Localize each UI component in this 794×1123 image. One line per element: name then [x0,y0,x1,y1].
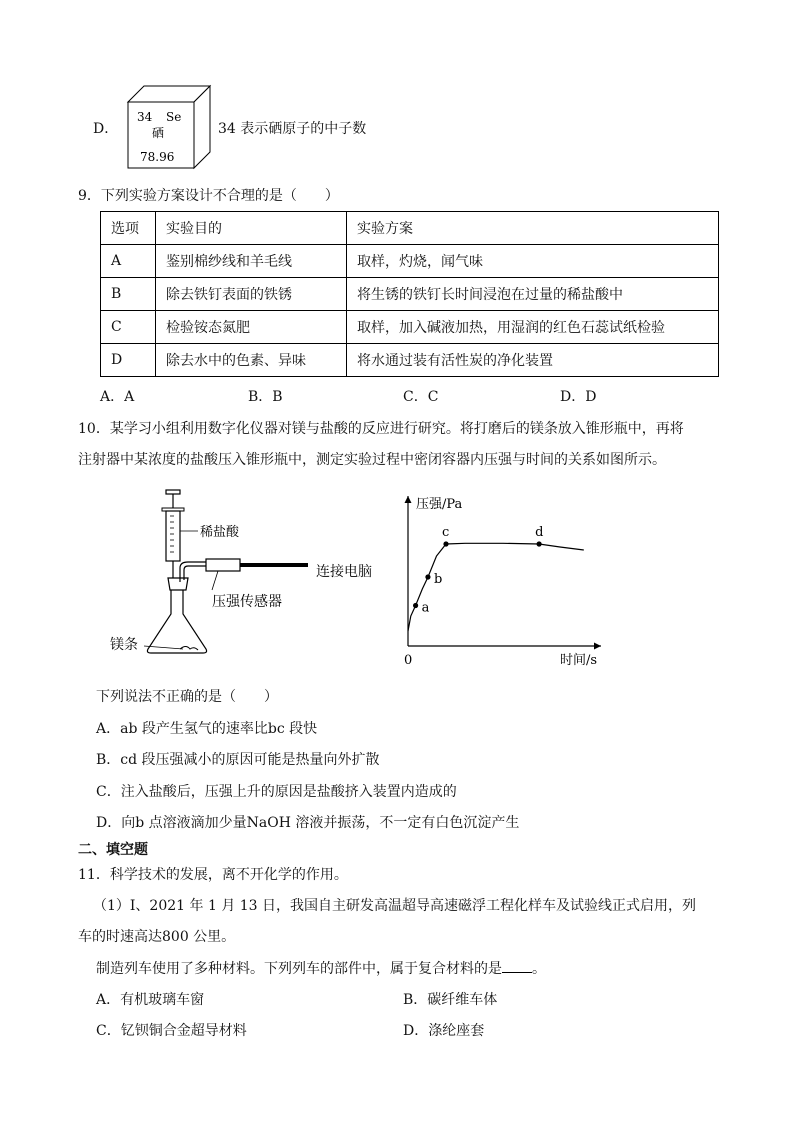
table-cell: B [101,278,156,311]
element-symbol: Se [166,110,182,124]
table-header-row [101,212,719,245]
q11-option-c: C．钇钡铜合金超导材料 [96,1023,247,1039]
table-cell: 检验铵态氮肥 [156,311,347,344]
pressure-curve [408,543,584,631]
table-cell: 除去铁钉表面的铁锈 [156,278,347,311]
header-cell: 实验目的 [156,212,347,245]
selenium-element-box [124,82,214,170]
section-title: 二、填空题 [78,842,148,858]
table-row [101,278,719,311]
table-row [101,245,719,278]
point-label-c: c [442,525,450,540]
table-cell: 鉴别棉纱线和羊毛线 [156,245,347,278]
point-label-a: a [421,600,430,616]
element-name: 硒 [152,126,165,140]
experiment-apparatus-diagram [108,486,388,666]
q11-part1-line1: （1）Ⅰ、2021 年 1 月 13 日，我国自主研发高温超导高速磁浮工程化样车及试验线正式启用，列 [93,898,697,914]
q11-option-d: D．涤纶座套 [403,1023,485,1039]
table-row [101,344,719,377]
answer-blank[interactable] [502,960,532,973]
q10-option-a: A．ab 段产生氢气的速率比bc 段快 [96,721,318,737]
table-cell: 将水通过装有活性炭的净化装置 [347,344,719,377]
label-acid: 稀盐酸 [200,525,240,540]
point-label-d: d [535,525,544,540]
q11-stem: 11．科学技术的发展，离不开化学的作用。 [78,867,348,883]
table-cell: D [101,344,156,377]
q10-option-b: B．cd 段压强减小的原因可能是热量向外扩散 [96,752,380,768]
table-cell: A [101,245,156,278]
q11-question-end: 。 [532,961,546,977]
stopper-icon [168,578,188,590]
q10-question: 下列说法不正确的是（ ） [96,689,278,705]
q9-option-c: C．C [403,389,439,405]
q11-option-a: A．有机玻璃车窗 [96,992,205,1008]
q10-stem-line2: 注射器中某浓度的盐酸压入锥形瓶中，测定实验过程中密闭容器内压强与时间的关系如图所示。 [78,452,666,468]
table-cell: 取样，加入碱液加热，用湿润的红色石蕊试纸检验 [347,311,719,344]
q11-question-text: 制造列车使用了多种材料。下列列车的部件中，属于复合材料的是 [96,961,502,977]
q8-option-d-letter: D． [93,121,119,137]
x-axis-label: 时间/s [560,653,598,668]
q10-option-d: D．向b 点溶液滴加少量NaOH 溶液并振荡，不一定有白色沉淀产生 [96,815,520,831]
table-cell: 除去水中的色素、异味 [156,344,347,377]
label-magnesium: 镁条 [110,637,138,653]
syringe-barrel-icon [166,511,180,561]
header-cell: 实验方案 [347,212,719,245]
table-row [101,311,719,344]
q11-part1-question [96,960,546,978]
origin-label: 0 [404,653,413,668]
q9-table [100,211,719,377]
point-d [537,541,542,546]
table-cell: 取样，灼烧，闻气味 [347,245,719,278]
table-cell: 将生锈的铁钉长时间浸泡在过量的稀盐酸中 [347,278,719,311]
q9-option-a: A．A [100,389,135,405]
pressure-time-chart [396,486,616,671]
y-axis-label: 压强/Pa [416,497,463,512]
q9-option-d: D．D [560,389,597,405]
point-c [443,541,448,546]
q9-option-b: B．B [248,389,283,405]
point-a [413,603,418,608]
pressure-sensor-icon [206,559,240,571]
q10-stem-line1: 10．某学习小组利用数字化仪器对镁与盐酸的反应进行研究。将打磨后的镁条放入锥形瓶中，再将 [78,421,684,437]
conical-flask-icon [147,590,206,653]
q11-part1-line2: 车的时速高达800 公里。 [78,929,236,945]
table-cell: C [101,311,156,344]
atomic-mass: 78.96 [140,150,175,164]
label-sensor: 压强传感器 [212,594,282,610]
q9-stem: 9．下列实验方案设计不合理的是（ ） [78,188,339,204]
atomic-number: 34 [137,110,153,124]
syringe-plunger-icon [166,490,180,494]
label-computer: 连接电脑 [316,564,372,580]
point-label-b: b [433,572,443,587]
point-b [425,574,430,579]
q8-option-d-text: 34 表示硒原子的中子数 [218,121,367,137]
header-cell: 选项 [101,212,156,245]
q11-option-b: B．碳纤维车体 [403,992,498,1008]
q10-option-c: C．注入盐酸后，压强上升的原因是盐酸挤入装置内造成的 [96,784,457,800]
